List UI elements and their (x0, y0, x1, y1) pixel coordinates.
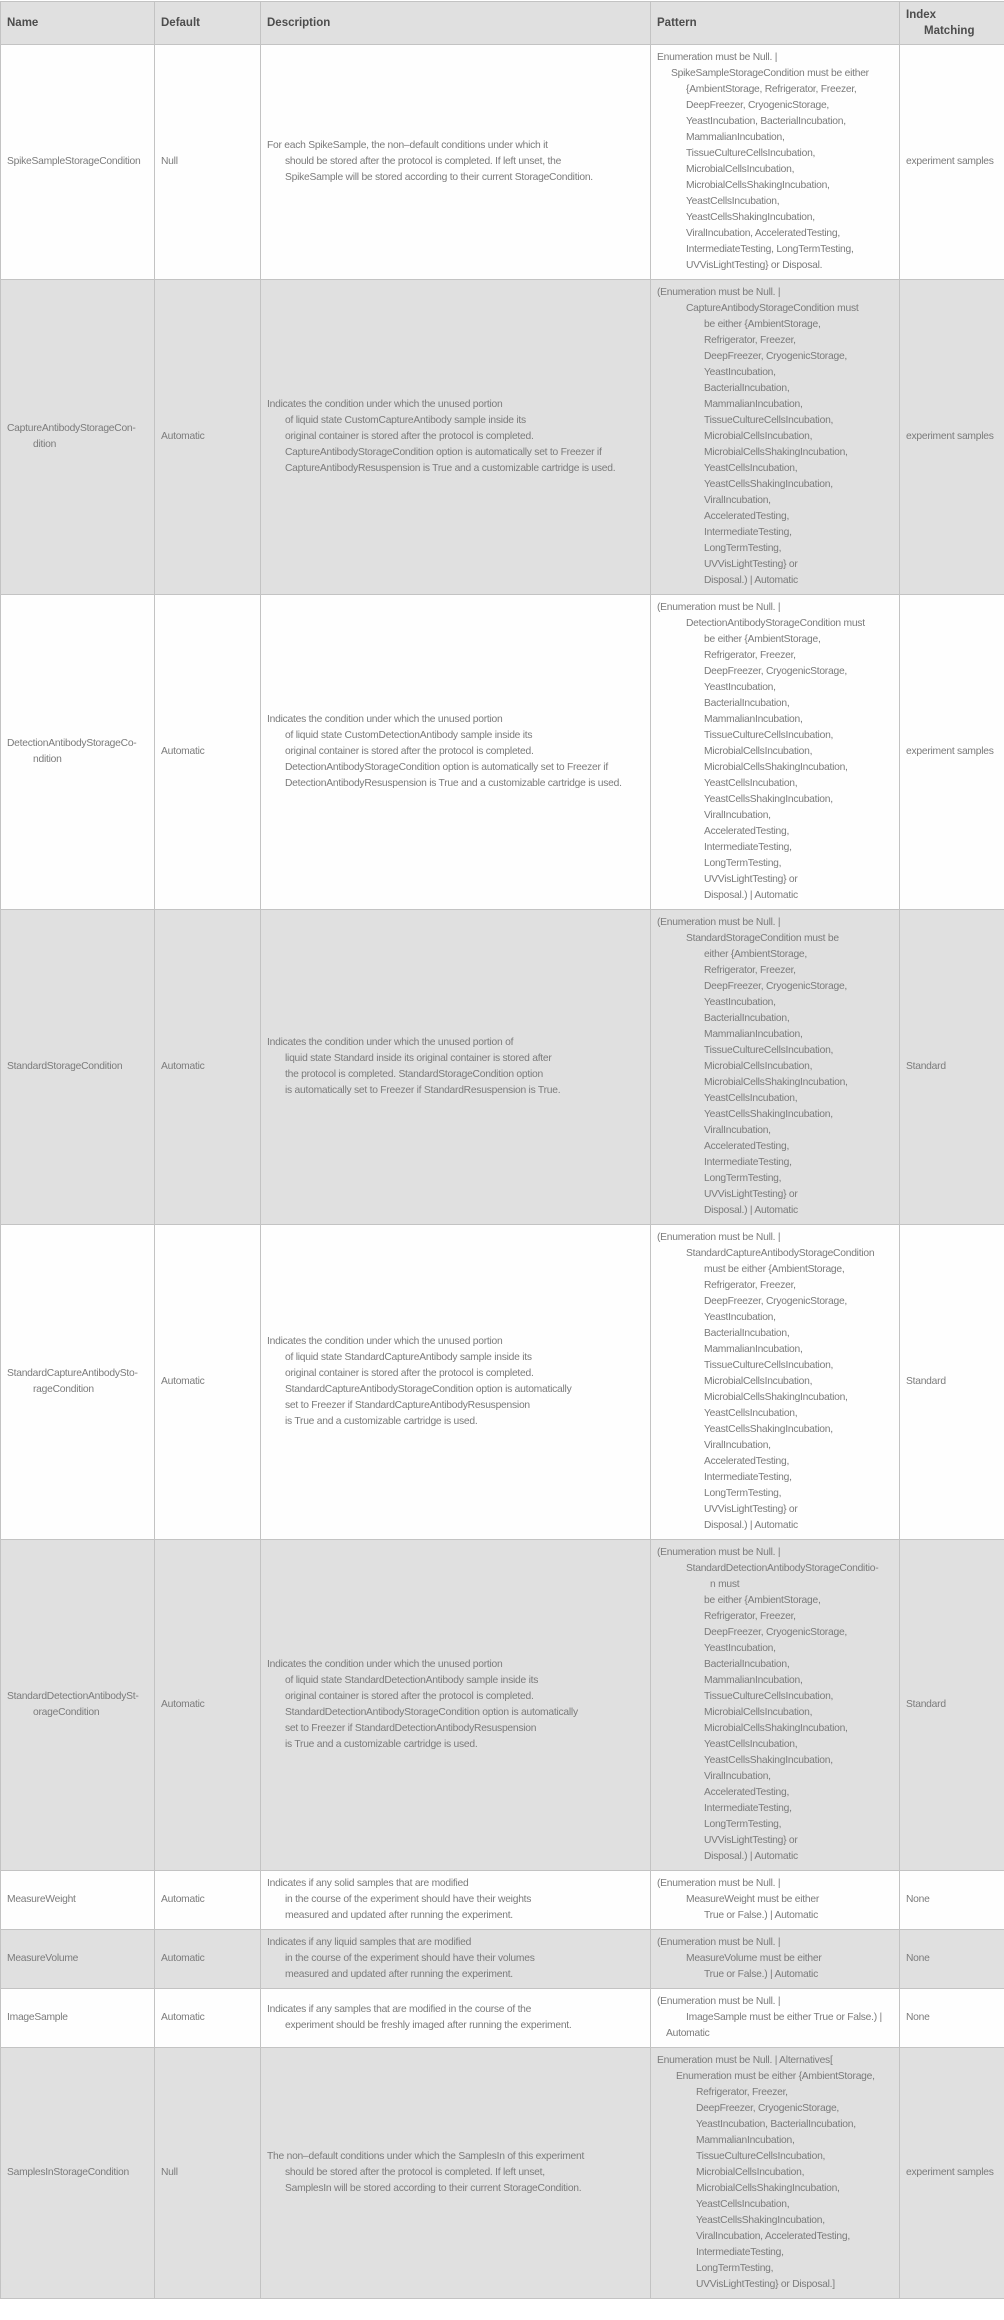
cell-line: MammalianIncubation, (704, 1344, 803, 1355)
cell-line: be either {AmbientStorage, (704, 634, 821, 645)
cell-index (900, 910, 1004, 1225)
cell-line: experiment samples (906, 2167, 994, 2178)
cell-line: ndition (33, 754, 62, 765)
cell-line: (Enumeration must be Null. | (657, 287, 781, 298)
cell-line: For each SpikeSample, the non–default conditions under which it (267, 140, 548, 151)
cell-line: original container is stored after the protocol is completed. (285, 431, 534, 442)
cell-line: MicrobialCellsIncubation, (696, 2167, 805, 2178)
cell-line: Refrigerator, Freezer, (704, 1611, 796, 1622)
cell-line: Indicates if any samples that are modified in the course of the (267, 2004, 532, 2015)
cell-index (900, 280, 1004, 595)
cell-line: be either {AmbientStorage, (704, 319, 821, 330)
cell-line: BacterialIncubation, (704, 383, 790, 394)
cell-line: of liquid state CustomDetectionAntibody sample inside its (285, 730, 533, 741)
cell-line: MicrobialCellsShakingIncubation, (686, 180, 830, 191)
cell-line: MammalianIncubation, (704, 399, 803, 410)
cell-line: MammalianIncubation, (704, 1675, 803, 1686)
cell-line: Disposal.) | Automatic (704, 575, 798, 586)
cell-line: is automatically set to Freezer if StandardResuspension is True. (285, 1085, 561, 1096)
experiment-options-table (0, 1, 1004, 2299)
cell-line: DeepFreezer, CryogenicStorage, (704, 981, 848, 992)
cell-line: MicrobialCellsIncubation, (704, 1376, 813, 1387)
cell-line: TissueCultureCellsIncubation, (704, 1045, 834, 1056)
cell-line: MicrobialCellsIncubation, (704, 746, 813, 757)
column-header-pattern (651, 2, 900, 45)
table-row (1, 2048, 1004, 2299)
cell-line: TissueCultureCellsIncubation, (704, 1360, 834, 1371)
cell-line: Disposal.) | Automatic (704, 1851, 798, 1862)
cell-default (155, 1540, 261, 1871)
cell-line: YeastCellsIncubation, (686, 196, 780, 207)
cell-line: BacterialIncubation, (704, 698, 790, 709)
cell-line: ViralIncubation, AcceleratedTesting, (696, 2231, 850, 2242)
cell-line: StandardCaptureAntibodyStorageCondition option is automatically (285, 1384, 572, 1395)
cell-line: StandardDetectionAntibodyStorageCondition option is automatically (285, 1707, 578, 1718)
cell-line: should be stored after the protocol is completed. If left unset, the (285, 156, 562, 167)
cell-line: YeastCellsIncubation, (704, 463, 798, 474)
cell-description (261, 280, 651, 595)
cell-line: YeastIncubation, BacterialIncubation, (696, 2119, 856, 2130)
cell-line: Automatic (161, 2012, 205, 2023)
cell-line: TissueCultureCellsIncubation, (686, 148, 816, 159)
cell-line: Indicates the condition under which the unused portion (267, 1659, 503, 1670)
cell-default (155, 595, 261, 910)
cell-line: None (906, 2012, 930, 2023)
cell-line: IntermediateTesting, (704, 1157, 792, 1168)
cell-line: UVVisLightTesting} or (704, 1189, 798, 1200)
cell-line: MeasureWeight (7, 1894, 76, 1905)
cell-line: DetectionAntibodyStorageCondition must (686, 618, 865, 629)
cell-pattern (651, 1930, 900, 1989)
cell-line: should be stored after the protocol is completed. If left unset, (285, 2167, 545, 2178)
cell-line: CaptureAntibodyStorageCondition option is automatically set to Freezer if (285, 447, 602, 458)
cell-line: MicrobialCellsIncubation, (686, 164, 795, 175)
cell-description (261, 1540, 651, 1871)
cell-default (155, 1225, 261, 1540)
cell-line: UVVisLightTesting} or (704, 874, 798, 885)
cell-line: IntermediateTesting, LongTermTesting, (686, 244, 854, 255)
cell-line: of liquid state StandardCaptureAntibody sample inside its (285, 1352, 532, 1363)
cell-line: DetectionAntibodyStorageCondition option is automatically set to Freezer if (285, 762, 608, 773)
cell-line: Matching (924, 25, 975, 37)
cell-line: UVVisLightTesting} or (704, 559, 798, 570)
cell-line: Null (161, 156, 178, 167)
cell-description (261, 1871, 651, 1930)
table-row (1, 1225, 1004, 1540)
cell-line: Indicates if any solid samples that are modified (267, 1878, 469, 1889)
cell-line: Standard (906, 1699, 946, 1710)
cell-index (900, 1225, 1004, 1540)
cell-line: Indicates the condition under which the unused portion (267, 714, 503, 725)
cell-line: YeastCellsShakingIncubation, (704, 1424, 833, 1435)
cell-line: DetectionAntibodyResuspension is True and a customizable cartridge is used. (285, 778, 622, 789)
cell-line: YeastCellsIncubation, (704, 778, 798, 789)
cell-line: ViralIncubation, (704, 1440, 771, 1451)
cell-name (1, 45, 155, 280)
cell-line: IntermediateTesting, (704, 1803, 792, 1814)
cell-line: IntermediateTesting, (704, 842, 792, 853)
cell-line: (Enumeration must be Null. | (657, 602, 781, 613)
cell-line: ViralIncubation, (704, 1771, 771, 1782)
cell-line: liquid state Standard inside its original container is stored after (285, 1053, 552, 1064)
cell-index (900, 2048, 1004, 2299)
cell-line: Enumeration must be either {AmbientStorage, (676, 2071, 875, 2082)
cell-line: DeepFreezer, CryogenicStorage, (696, 2103, 840, 2114)
cell-line: StandardStorageCondition must be (686, 933, 839, 944)
cell-index (900, 1540, 1004, 1871)
cell-name (1, 1540, 155, 1871)
cell-default (155, 1871, 261, 1930)
cell-line: (Enumeration must be Null. | (657, 1996, 781, 2007)
cell-line: StandardDetectionAntibodySt- (7, 1691, 139, 1702)
cell-line: AcceleratedTesting, (704, 1141, 790, 1152)
cell-line: Description (267, 17, 331, 29)
cell-line: measured and updated after running the experiment. (285, 1969, 513, 1980)
cell-index (900, 1930, 1004, 1989)
cell-line: ImageSample must be either True or False.) | (686, 2012, 882, 2023)
cell-line: Automatic (666, 2028, 710, 2039)
cell-default (155, 45, 261, 280)
cell-description (261, 910, 651, 1225)
cell-line: Automatic (161, 431, 205, 442)
cell-line: MicrobialCellsShakingIncubation, (704, 1723, 848, 1734)
cell-line: Automatic (161, 1061, 205, 1072)
cell-line: (Enumeration must be Null. | (657, 1878, 781, 1889)
cell-line: SpikeSample will be stored according to their current StorageCondition. (285, 172, 593, 183)
cell-line: n must (710, 1579, 740, 1590)
cell-line: experiment samples (906, 156, 994, 167)
cell-line: CaptureAntibodyStorageCon- (7, 423, 136, 434)
cell-line: Automatic (161, 1894, 205, 1905)
cell-line: YeastCellsShakingIncubation, (704, 1755, 833, 1766)
cell-line: Refrigerator, Freezer, (704, 650, 796, 661)
cell-default (155, 2048, 261, 2299)
cell-line: BacterialIncubation, (704, 1659, 790, 1670)
cell-line: YeastCellsShakingIncubation, (704, 1109, 833, 1120)
cell-line: LongTermTesting, (704, 543, 782, 554)
cell-line: Indicates the condition under which the unused portion (267, 1336, 503, 1347)
cell-line: MeasureVolume must be either (686, 1953, 822, 1964)
cell-line: UVVisLightTesting} or (704, 1835, 798, 1846)
cell-line: Default (161, 17, 200, 29)
cell-line: Indicates the condition under which the unused portion (267, 399, 503, 410)
cell-line: IntermediateTesting, (704, 527, 792, 538)
cell-line: SamplesInStorageCondition (7, 2167, 129, 2178)
cell-line: measured and updated after running the experiment. (285, 1910, 513, 1921)
cell-line: YeastCellsIncubation, (696, 2199, 790, 2210)
cell-line: YeastCellsIncubation, (704, 1739, 798, 1750)
table-row (1, 910, 1004, 1225)
cell-line: original container is stored after the protocol is completed. (285, 1691, 534, 1702)
cell-line: BacterialIncubation, (704, 1328, 790, 1339)
cell-line: YeastIncubation, BacterialIncubation, (686, 116, 846, 127)
cell-line: DetectionAntibodyStorageCo- (7, 738, 137, 749)
cell-line: MicrobialCellsIncubation, (704, 431, 813, 442)
cell-line: in the course of the experiment should have their weights (285, 1894, 532, 1905)
cell-line: Refrigerator, Freezer, (704, 335, 796, 346)
cell-line: dition (33, 439, 57, 450)
table-row (1, 280, 1004, 595)
cell-line: YeastCellsShakingIncubation, (686, 212, 815, 223)
table-row (1, 1871, 1004, 1930)
cell-line: MicrobialCellsIncubation, (704, 1707, 813, 1718)
cell-line: YeastIncubation, (704, 367, 776, 378)
column-header-default (155, 2, 261, 45)
cell-line: Refrigerator, Freezer, (696, 2087, 788, 2098)
cell-line: Refrigerator, Freezer, (704, 1280, 796, 1291)
cell-line: Pattern (657, 17, 697, 29)
cell-line: Index (906, 9, 937, 21)
cell-line: Automatic (161, 1699, 205, 1710)
cell-line: of liquid state CustomCaptureAntibody sample inside its (285, 415, 526, 426)
cell-line: (Enumeration must be Null. | (657, 917, 781, 928)
cell-description (261, 1930, 651, 1989)
cell-line: UVVisLightTesting} or Disposal.] (696, 2279, 835, 2290)
cell-name (1, 1225, 155, 1540)
cell-line: MammalianIncubation, (704, 1029, 803, 1040)
cell-line: DeepFreezer, CryogenicStorage, (686, 100, 830, 111)
cell-description (261, 1989, 651, 2048)
cell-default (155, 280, 261, 595)
cell-line: True or False.) | Automatic (704, 1910, 818, 1921)
cell-name (1, 910, 155, 1225)
cell-line: rageCondition (33, 1384, 94, 1395)
table-row (1, 45, 1004, 280)
cell-line: Indicates the condition under which the unused portion of (267, 1037, 514, 1048)
cell-line: DeepFreezer, CryogenicStorage, (704, 1627, 848, 1638)
cell-line: IntermediateTesting, (704, 1472, 792, 1483)
table-row (1, 1989, 1004, 2048)
cell-line: MicrobialCellsShakingIncubation, (696, 2183, 840, 2194)
cell-line: LongTermTesting, (704, 1819, 782, 1830)
cell-line: (Enumeration must be Null. | (657, 1232, 781, 1243)
cell-line: YeastIncubation, (704, 997, 776, 1008)
cell-line: be either {AmbientStorage, (704, 1595, 821, 1606)
cell-line: DeepFreezer, CryogenicStorage, (704, 1296, 848, 1307)
table-body (1, 45, 1004, 2299)
cell-line: StandardStorageCondition (7, 1061, 123, 1072)
cell-pattern (651, 45, 900, 280)
cell-default (155, 1930, 261, 1989)
cell-line: TissueCultureCellsIncubation, (704, 415, 834, 426)
cell-line: StandardCaptureAntibodySto- (7, 1368, 138, 1379)
cell-line: set to Freezer if StandardCaptureAntibodyResuspension (285, 1400, 530, 1411)
cell-line: (Enumeration must be Null. | (657, 1547, 781, 1558)
cell-line: None (906, 1894, 930, 1905)
cell-line: MeasureWeight must be either (686, 1894, 820, 1905)
cell-default (155, 910, 261, 1225)
cell-pattern (651, 1540, 900, 1871)
cell-line: of liquid state StandardDetectionAntibody sample inside its (285, 1675, 539, 1686)
cell-line: experiment samples (906, 746, 994, 757)
cell-line: Disposal.) | Automatic (704, 1205, 798, 1216)
cell-line: ViralIncubation, (704, 810, 771, 821)
cell-line: ImageSample (7, 2012, 68, 2023)
cell-name (1, 280, 155, 595)
cell-line: ViralIncubation, (704, 1125, 771, 1136)
cell-line: MammalianIncubation, (704, 714, 803, 725)
cell-line: original container is stored after the protocol is completed. (285, 746, 534, 757)
cell-line: is True and a customizable cartridge is used. (285, 1739, 478, 1750)
cell-line: set to Freezer if StandardDetectionAntibodyResuspension (285, 1723, 537, 1734)
cell-default (155, 1989, 261, 2048)
cell-line: MammalianIncubation, (686, 132, 785, 143)
cell-description (261, 1225, 651, 1540)
cell-line: The non–default conditions under which the SamplesIn of this experiment (267, 2151, 585, 2162)
cell-index (900, 45, 1004, 280)
cell-line: Automatic (161, 1953, 205, 1964)
column-header-name (1, 2, 155, 45)
cell-line: MicrobialCellsShakingIncubation, (704, 447, 848, 458)
cell-name (1, 1989, 155, 2048)
cell-line: Standard (906, 1061, 946, 1072)
cell-line: TissueCultureCellsIncubation, (704, 1691, 834, 1702)
cell-pattern (651, 280, 900, 595)
cell-line: YeastIncubation, (704, 1643, 776, 1654)
table-row (1, 1540, 1004, 1871)
cell-line: LongTermTesting, (704, 1488, 782, 1499)
cell-name (1, 1930, 155, 1989)
cell-line: LongTermTesting, (704, 1173, 782, 1184)
cell-line: Standard (906, 1376, 946, 1387)
cell-line: Indicates if any liquid samples that are modified (267, 1937, 472, 1948)
cell-pattern (651, 595, 900, 910)
cell-line: Enumeration must be Null. | (657, 52, 778, 63)
cell-line: LongTermTesting, (696, 2263, 774, 2274)
cell-line: ViralIncubation, (704, 495, 771, 506)
cell-line: MeasureVolume (7, 1953, 79, 1964)
cell-line: Name (7, 17, 39, 29)
cell-line: SpikeSampleStorageCondition must be either (671, 68, 869, 79)
cell-line: StandardCaptureAntibodyStorageCondition (686, 1248, 875, 1259)
cell-line: MicrobialCellsShakingIncubation, (704, 1077, 848, 1088)
cell-name (1, 2048, 155, 2299)
column-header-index (900, 2, 1004, 45)
cell-line: the protocol is completed. StandardStorageCondition option (285, 1069, 543, 1080)
table-row (1, 1930, 1004, 1989)
cell-line: Automatic (161, 746, 205, 757)
cell-line: Automatic (161, 1376, 205, 1387)
cell-line: must be either {AmbientStorage, (704, 1264, 845, 1275)
cell-line: StandardDetectionAntibodyStorageConditio- (686, 1563, 879, 1574)
cell-line: MicrobialCellsShakingIncubation, (704, 762, 848, 773)
cell-name (1, 595, 155, 910)
cell-line: None (906, 1953, 930, 1964)
cell-line: AcceleratedTesting, (704, 1456, 790, 1467)
cell-line: ViralIncubation, AcceleratedTesting, (686, 228, 840, 239)
cell-line: YeastCellsShakingIncubation, (704, 479, 833, 490)
cell-line: MicrobialCellsShakingIncubation, (704, 1392, 848, 1403)
cell-line: is True and a customizable cartridge is used. (285, 1416, 478, 1427)
cell-description (261, 595, 651, 910)
cell-line: Null (161, 2167, 178, 2178)
cell-line: SamplesIn will be stored according to their current StorageCondition. (285, 2183, 582, 2194)
cell-description (261, 2048, 651, 2299)
cell-line: (Enumeration must be Null. | (657, 1937, 781, 1948)
cell-line: MammalianIncubation, (696, 2135, 795, 2146)
cell-line: Enumeration must be Null. | Alternatives[ (657, 2055, 833, 2066)
cell-line: YeastCellsShakingIncubation, (704, 794, 833, 805)
cell-line: either {AmbientStorage, (704, 949, 808, 960)
cell-line: Disposal.) | Automatic (704, 1520, 798, 1531)
cell-line: AcceleratedTesting, (704, 1787, 790, 1798)
cell-line: UVVisLightTesting} or (704, 1504, 798, 1515)
cell-pattern (651, 1225, 900, 1540)
cell-line: YeastIncubation, (704, 682, 776, 693)
cell-description (261, 45, 651, 280)
cell-pattern (651, 1871, 900, 1930)
cell-line: TissueCultureCellsIncubation, (696, 2151, 826, 2162)
cell-index (900, 1871, 1004, 1930)
cell-line: Disposal.) | Automatic (704, 890, 798, 901)
cell-line: AcceleratedTesting, (704, 826, 790, 837)
cell-name (1, 1871, 155, 1930)
cell-line: YeastCellsShakingIncubation, (696, 2215, 825, 2226)
cell-pattern (651, 910, 900, 1225)
cell-line: experiment samples (906, 431, 994, 442)
cell-line: TissueCultureCellsIncubation, (704, 730, 834, 741)
cell-pattern (651, 2048, 900, 2299)
column-header-description (261, 2, 651, 45)
cell-line: {AmbientStorage, Refrigerator, Freezer, (686, 84, 857, 95)
table-row (1, 595, 1004, 910)
cell-line: MicrobialCellsIncubation, (704, 1061, 813, 1072)
cell-index (900, 595, 1004, 910)
cell-line: LongTermTesting, (704, 858, 782, 869)
cell-line: True or False.) | Automatic (704, 1969, 818, 1980)
header-row (1, 2, 1004, 45)
cell-index (900, 1989, 1004, 2048)
cell-line: CaptureAntibodyResuspension is True and a customizable cartridge is used. (285, 463, 616, 474)
cell-line: experiment should be freshly imaged after running the experiment. (285, 2020, 572, 2031)
cell-line: SpikeSampleStorageCondition (7, 156, 141, 167)
cell-line: orageCondition (33, 1707, 100, 1718)
cell-pattern (651, 1989, 900, 2048)
cell-line: YeastIncubation, (704, 1312, 776, 1323)
cell-line: IntermediateTesting, (696, 2247, 784, 2258)
cell-line: UVVisLightTesting} or Disposal. (686, 260, 823, 271)
cell-line: DeepFreezer, CryogenicStorage, (704, 666, 848, 677)
cell-line: YeastCellsIncubation, (704, 1093, 798, 1104)
cell-line: DeepFreezer, CryogenicStorage, (704, 351, 848, 362)
cell-line: AcceleratedTesting, (704, 511, 790, 522)
cell-line: CaptureAntibodyStorageCondition must (686, 303, 859, 314)
cell-line: BacterialIncubation, (704, 1013, 790, 1024)
cell-line: original container is stored after the protocol is completed. (285, 1368, 534, 1379)
cell-line: YeastCellsIncubation, (704, 1408, 798, 1419)
cell-line: Refrigerator, Freezer, (704, 965, 796, 976)
cell-line: in the course of the experiment should have their volumes (285, 1953, 535, 1964)
